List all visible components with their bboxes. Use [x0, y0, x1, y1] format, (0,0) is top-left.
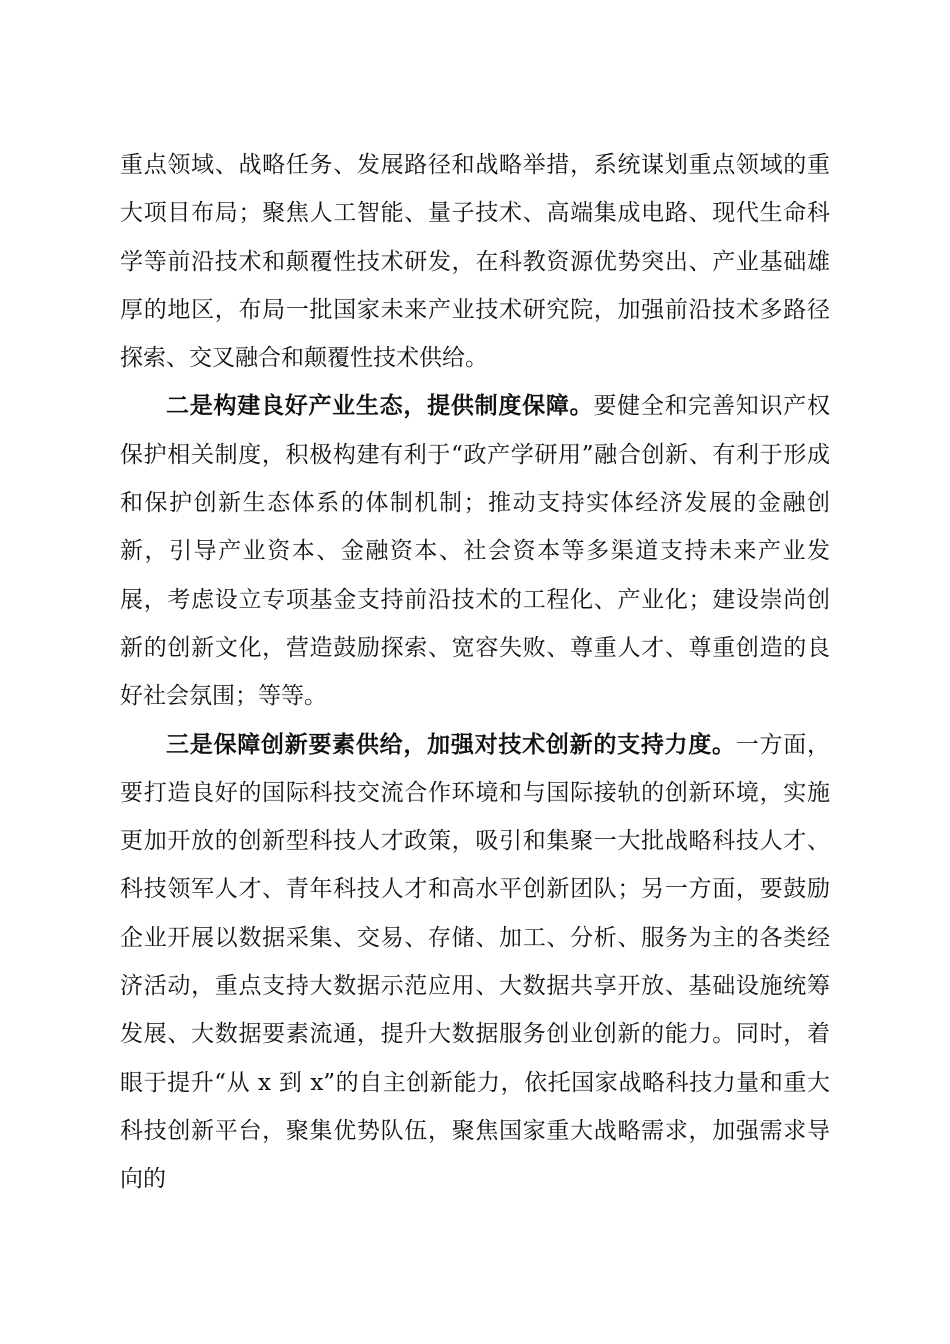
paragraph-2-lead: 二是构建良好产业生态，提供制度保障。 [166, 392, 594, 420]
paragraph-2 [120, 382, 830, 720]
paragraph-3-lead: 三是保障创新要素供给，加强对技术创新的支持力度。 [166, 730, 736, 758]
paragraph-1 [120, 141, 830, 382]
paragraph-3-text: 一方面，要打造良好的国际科技交流合作环境和与国际接轨的创新环境，实施更加开放的创新型科技人才政策，吸引和集聚一大批战略科技人才、科技领军人才、青年科技人才和高水平创新团队；另一方面，要鼓励企业开展以数据采集、交易、存储、加工、分析、服务为主的各类经济活动，重点支持大数据示范应用、大数据共享开放、基础设施统筹发展、大数据要素流通，提升大数据服务创业创新的能力。同时，着眼于提升“从 x 到 x”的自主创新能力，依托国家战略科技力量和重大科技创新平台，聚集优势队伍，聚焦国家重大战略需求，加强需求导向的 [120, 731, 831, 1193]
paragraph-2-text: 要健全和完善知识产权保护相关制度，积极构建有利于“政产学研用”融合创新、有利于形成和保护创新生态体系的体制机制；推动支持实体经济发展的金融创新，引导产业资本、金融资本、社会资本等多渠道支持未来产业发展，考虑设立专项基金支持前沿技术的工程化、产业化；建设崇尚创新的创新文化，营造鼓励探索、宽容失败、尊重人才、尊重创造的良好社会氛围；等等。 [120, 393, 831, 710]
paragraph-3 [120, 721, 830, 1204]
paragraph-1-text: 重点领域、战略任务、发展路径和战略举措，系统谋划重点领域的重大项目布局；聚焦人工智能、量子技术、高端集成电路、现代生命科学等前沿技术和颠覆性技术研发，在科教资源优势突出、产业基础雄厚的地区，布局一批国家未来产业技术研究院，加强前沿技术多路径探索、交叉融合和颠覆性技术供给。 [120, 152, 830, 372]
document-body [120, 141, 830, 1204]
